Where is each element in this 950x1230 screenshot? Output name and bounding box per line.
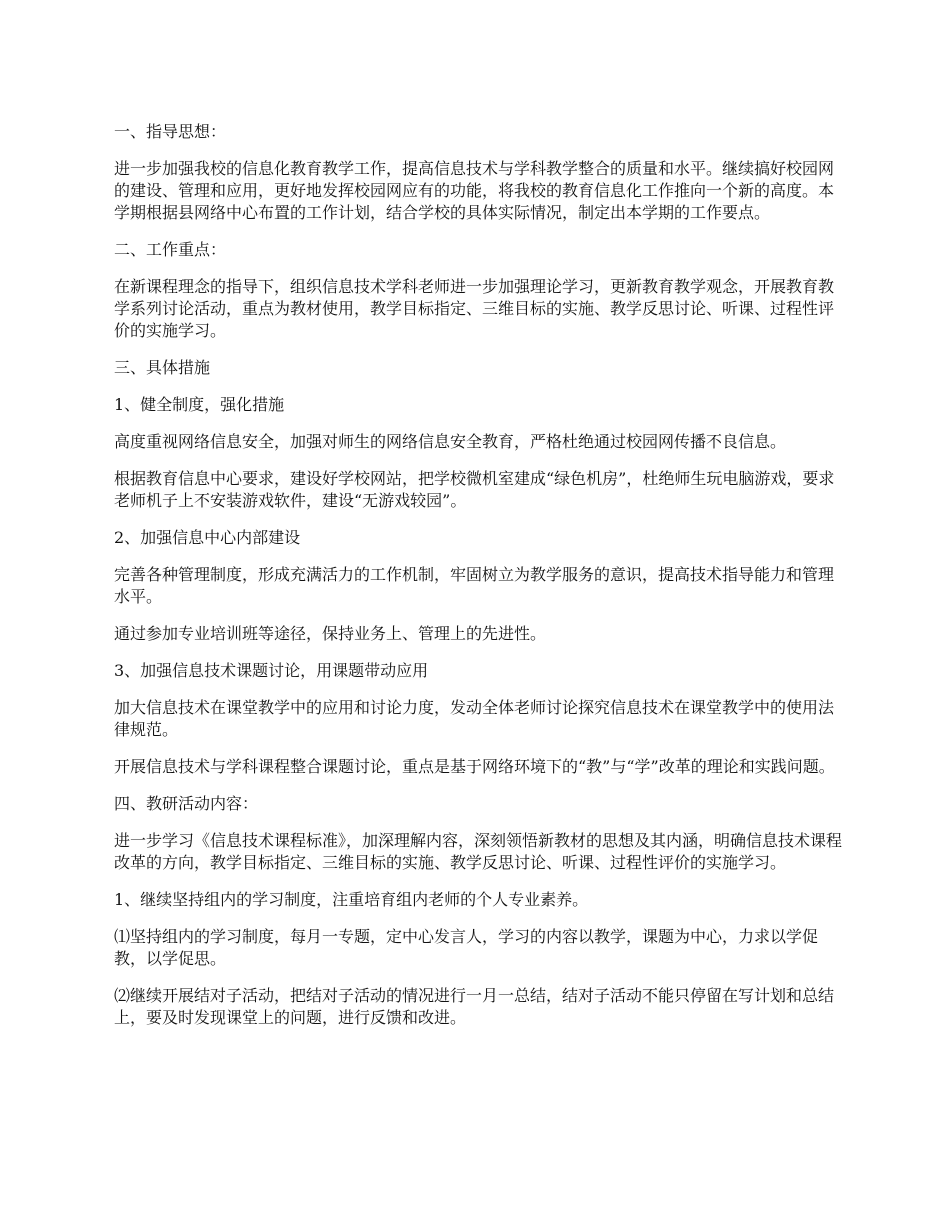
section-heading-work-focus: 二、工作重点： (114, 240, 227, 259)
list-item: ⑴坚持组内的学习制度，每月一专题，定中心发言人，学习的内容以教学，课题为中心，力求以学促教，以学促思。 (114, 927, 819, 968)
paragraph: 完善各种管理制度，形成充满活力的工作机制，牢固树立为教学服务的意识，提高技术指导能力和管理水平。 (114, 565, 835, 606)
document-body (114, 121, 842, 1044)
section-heading-specific-measures: 三、具体措施 (114, 358, 211, 377)
paragraph: 进一步学习《信息技术课程标准》，加深理解内容，深刻领悟新教材的思想及其内涵，明确信息技术课程改革的方向，教学目标指定、三维目标的实施、教学反思讨论、听课、过程性评价的实施学习。 (114, 831, 843, 872)
paragraph: 通过参加专业培训班等途径，保持业务上、管理上的先进性。 (114, 624, 547, 643)
subheading: 3、加强信息技术课题讨论，用课题带动应用 (114, 661, 429, 680)
paragraph: 开展信息技术与学科课程整合课题讨论，重点是基于网络环境下的“教”与“学”改革的理论和实践问题。 (114, 757, 835, 776)
paragraph: 高度重视网络信息安全，加强对师生的网络信息安全教育，严格杜绝通过校园网传播不良信息。 (114, 432, 787, 451)
list-item: ⑵继续开展结对子活动，把结对子活动的情况进行一月一总结，结对子活动不能只停留在写计划和总结上，要及时发现课堂上的问题，进行反馈和改进。 (114, 986, 835, 1027)
paragraph: 在新课程理念的指导下，组织信息技术学科老师进一步加强理论学习，更新教育教学观念，开展教育教学系列讨论活动，重点为教材使用，教学目标指定、三维目标的实施、教学反思讨论、听课、过程性评价的实施学习。 (114, 277, 835, 340)
paragraph: 加大信息技术在课堂教学中的应用和讨论力度，发动全体老师讨论探究信息技术在课堂教学中的使用法律规范。 (114, 698, 835, 739)
section-heading-research-activities: 四、教研活动内容： (114, 794, 259, 813)
subheading: 1、健全制度，强化措施 (114, 395, 285, 414)
subheading: 1、继续坚持组内的学习制度，注重培育组内老师的个人专业素养。 (114, 890, 589, 909)
section-heading-guiding-ideology: 一、指导思想： (114, 122, 227, 141)
paragraph: 进一步加强我校的信息化教育教学工作，提高信息技术与学科教学整合的质量和水平。继续搞好校园网的建设、管理和应用，更好地发挥校园网应有的功能，将我校的教育信息化工作推向一个新的高度。本学期根据县网络中心布置的工作计划，结合学校的具体实际情况，制定出本学期的工作要点。 (114, 159, 835, 222)
subheading: 2、加强信息中心内部建设 (114, 528, 301, 547)
paragraph: 根据教育信息中心要求，建设好学校网站，把学校微机室建成“绿色机房”，杜绝师生玩电脑游戏，要求老师机子上不安装游戏软件，建设“无游戏较园”。 (114, 469, 835, 510)
